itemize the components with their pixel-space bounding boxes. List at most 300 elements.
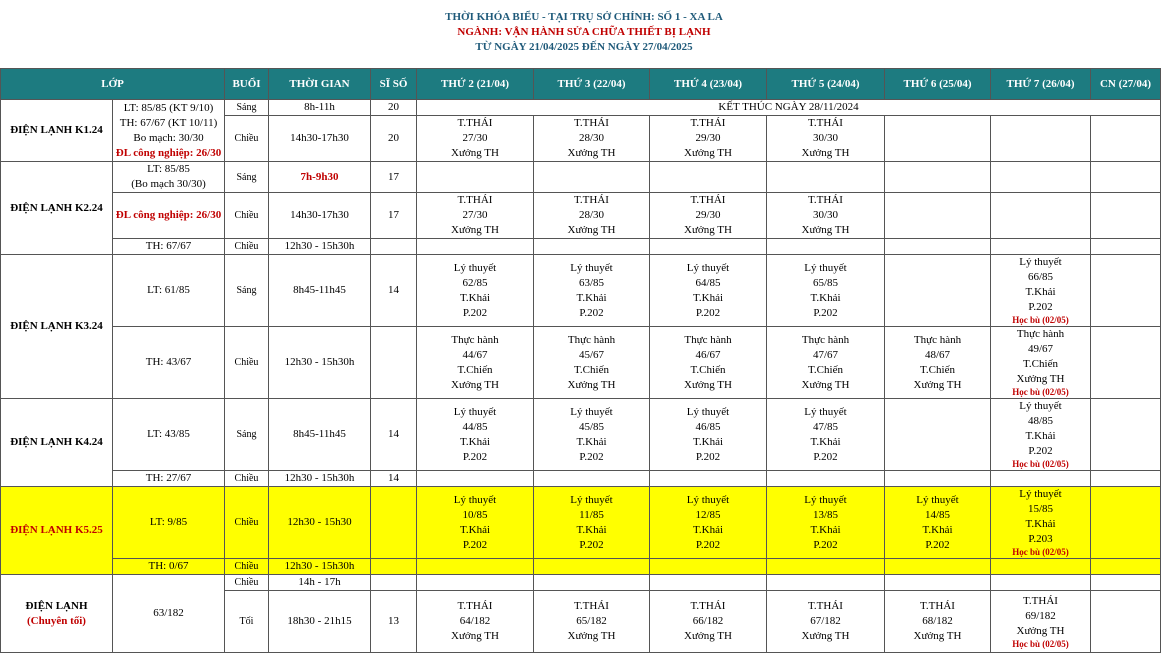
cell-line: T.Khải <box>810 523 841 536</box>
cell-line: Xưởng TH <box>801 630 850 642</box>
cell-line: 63/85 <box>578 276 605 289</box>
cell-line: P.202 <box>462 306 488 319</box>
k5-info-2: TH: 0/67 <box>113 559 225 575</box>
empty-cell <box>767 575 885 591</box>
col-lop: LỚP <box>1 69 225 100</box>
k3-siso-2 <box>371 327 417 399</box>
cell-line: Xưởng TH <box>684 630 732 642</box>
k2-info-3: ĐL công nghiệp: 26/30 <box>113 193 225 239</box>
k3-r2-t4 <box>650 327 767 399</box>
empty-cell <box>417 239 534 255</box>
makeup-note: Học bù (02/05) <box>1012 638 1069 649</box>
k3-r1-t4 <box>650 255 767 327</box>
k4-info-2: TH: 27/67 <box>113 471 225 487</box>
empty-cell <box>991 575 1091 591</box>
cell-line: 66/182 <box>692 615 724 627</box>
cell-line: Lý thuyết <box>570 493 613 506</box>
col-cn: CN (27/04) <box>1091 69 1161 100</box>
k2-buoi-1: Sáng <box>225 162 269 193</box>
k3-siso-1: 14 <box>371 255 417 327</box>
empty-cell <box>534 575 650 591</box>
class-k3-name: ĐIỆN LẠNH K3.24 <box>1 255 113 399</box>
k5-info-1: LT: 9/85 <box>113 487 225 559</box>
cell-line: 12/85 <box>695 508 721 521</box>
table-row <box>1 399 1161 471</box>
empty-cell <box>650 575 767 591</box>
cell-line: P.202 <box>462 450 488 463</box>
k2-cn <box>1091 193 1161 239</box>
ct-siso-2: 13 <box>371 591 417 653</box>
cell-line: Lý thuyết <box>453 405 497 418</box>
k4-siso-2: 14 <box>371 471 417 487</box>
cell-line: Xưởng TH <box>451 630 499 642</box>
cell-line: Lý thuyết <box>570 261 613 274</box>
ct-info: 63/182 <box>113 575 225 653</box>
cell-line: Xưởng TH <box>684 224 732 236</box>
k1-end-note: KẾT THÚC NGÀY 28/11/2024 <box>417 100 1161 116</box>
empty-cell <box>885 471 991 487</box>
cell-line: Lý thuyết <box>570 405 613 418</box>
k4-r1-t4 <box>650 399 767 471</box>
cell-line: T.Chiến <box>808 363 843 376</box>
cell-line: P.202 <box>813 306 838 319</box>
cell-line: T.THÁI <box>808 194 843 206</box>
cell-line: Lý thuyết <box>1019 400 1062 412</box>
cell-line: Xưởng TH <box>913 378 962 391</box>
k1-buoi-1: Sáng <box>225 100 269 116</box>
k2-info-1: LT: 85/85 <box>147 163 190 175</box>
cell-line: Xưởng TH <box>451 378 499 391</box>
cell-line: 65/182 <box>576 615 607 627</box>
k5-buoi-2: Chiều <box>225 559 269 575</box>
empty-cell <box>650 559 767 575</box>
k4-r1-t3 <box>534 399 650 471</box>
k1-time-2: 14h30-17h30 <box>269 116 371 162</box>
cell-line: Lý thuyết <box>804 261 847 274</box>
k3-info-1: LT: 61/85 <box>113 255 225 327</box>
cell-line: 44/85 <box>462 420 488 433</box>
cell-line: T.Khải <box>459 291 491 304</box>
k2-siso-2: 17 <box>371 193 417 239</box>
cell-line: P.203 <box>1028 533 1053 545</box>
cell-line: P.202 <box>1028 445 1053 457</box>
cell-line: T.THÁI <box>574 600 609 612</box>
cell-line: Xưởng TH <box>801 378 850 391</box>
cell-line: 14/85 <box>924 508 951 521</box>
k1-t7 <box>991 116 1091 162</box>
ct-name-1: ĐIỆN LẠNH <box>25 599 88 612</box>
header-row <box>1 69 1161 100</box>
empty-cell <box>417 471 534 487</box>
k4-buoi-1: Sáng <box>225 399 269 471</box>
k2-time-1: 7h-9h30 <box>269 162 371 193</box>
cell-line: P.202 <box>1028 301 1053 313</box>
k3-time-1: 8h45-11h45 <box>269 255 371 327</box>
cell-line: T.THÁI <box>1023 594 1058 607</box>
cell-line: 15/85 <box>1027 503 1054 515</box>
cell-line: Lý thuyết <box>686 493 730 506</box>
cell-line: 46/67 <box>695 348 721 361</box>
cell-line: 48/67 <box>924 348 951 361</box>
k2-r1-t4 <box>650 162 767 193</box>
cell-line: 48/85 <box>1027 415 1054 427</box>
empty-cell <box>767 239 885 255</box>
ct-buoi-2: Tối <box>225 591 269 653</box>
col-thu5: THỨ 5 (24/04) <box>767 69 885 100</box>
cell-line: 10/85 <box>462 508 488 521</box>
empty-cell <box>534 559 650 575</box>
k5-time-1: 12h30 - 15h30 <box>269 487 371 559</box>
cell-line: T.Khải <box>692 523 724 536</box>
empty-cell <box>991 239 1091 255</box>
cell-line: Xưởng TH <box>1016 624 1065 637</box>
cell-line: 46/85 <box>695 420 721 433</box>
k2-t4 <box>650 193 767 239</box>
k3-r1-t5 <box>767 255 885 327</box>
ct-t2 <box>417 591 534 653</box>
k3-r2-cn <box>1091 327 1161 399</box>
k2-time-2: 14h30-17h30 <box>269 193 371 239</box>
cell-line: T.THÁI <box>920 600 955 612</box>
title-line-1: THỜI KHÓA BIỂU - TẠI TRỤ SỞ CHÍNH: SỐ 1 - XA LA <box>445 11 723 23</box>
cell-line: Thực hành <box>567 333 616 346</box>
k4-info-1: LT: 43/85 <box>113 399 225 471</box>
cell-line: Thực hành <box>451 333 499 346</box>
cell-line: T.Khải <box>1025 518 1056 530</box>
ct-t5 <box>767 591 885 653</box>
cell-line: T.Khải <box>692 291 724 304</box>
k3-info-2: TH: 43/67 <box>113 327 225 399</box>
k2-r1-t3 <box>534 162 650 193</box>
cell-line: 30/30 <box>812 132 839 144</box>
cell-line: T.Khải <box>459 523 491 536</box>
empty-cell <box>1091 471 1161 487</box>
cell-line: Lý thuyết <box>1019 256 1062 268</box>
k1-t3 <box>534 116 650 162</box>
k4-r1-cn <box>1091 399 1161 471</box>
k2-info-a <box>113 162 225 193</box>
cell-line: 49/67 <box>1027 343 1054 355</box>
empty-cell <box>991 471 1091 487</box>
k5-siso-2 <box>371 559 417 575</box>
cell-line: 28/30 <box>578 132 605 144</box>
ct-name-2: (Chuyên tối) <box>27 614 86 627</box>
table-row <box>1 487 1161 559</box>
empty-cell <box>885 575 991 591</box>
cell-line: Xưởng TH <box>567 224 616 236</box>
empty-cell <box>1091 239 1161 255</box>
cell-line: 27/30 <box>462 209 488 221</box>
col-thu3: THỨ 3 (22/04) <box>534 69 650 100</box>
cell-line: T.Khải <box>922 523 953 536</box>
cell-line: T.THÁI <box>690 600 726 612</box>
k2-buoi-3: Chiều <box>225 239 269 255</box>
cell-line: Thực hành <box>1016 328 1065 340</box>
ct-time-1: 14h - 17h <box>269 575 371 591</box>
cell-line: Thực hành <box>801 333 850 346</box>
cell-line: T.Khải <box>576 291 607 304</box>
k3-r2-t6 <box>885 327 991 399</box>
cell-line: 64/85 <box>695 276 721 289</box>
k5-time-2: 12h30 - 15h30h <box>269 559 371 575</box>
k2-r1-t5 <box>767 162 885 193</box>
cell-line: 62/85 <box>462 276 488 289</box>
ct-buoi-1: Chiều <box>225 575 269 591</box>
cell-line: 27/30 <box>462 132 488 144</box>
empty-cell <box>417 559 534 575</box>
class-k4-name: ĐIỆN LẠNH K4.24 <box>1 399 113 487</box>
table-row <box>1 239 1161 255</box>
empty-cell <box>885 239 991 255</box>
class-k2-name: ĐIỆN LẠNH K2.24 <box>1 162 113 255</box>
k3-r1-cn <box>1091 255 1161 327</box>
k5-r1-cn <box>1091 487 1161 559</box>
cell-line: 45/85 <box>578 420 605 433</box>
k2-r1-cn <box>1091 162 1161 193</box>
cell-line: 64/182 <box>459 615 491 627</box>
cell-line: 45/67 <box>578 348 605 361</box>
k1-t6 <box>885 116 991 162</box>
cell-line: Xưởng TH <box>801 147 850 159</box>
k5-buoi-1: Chiều <box>225 487 269 559</box>
k1-t5 <box>767 116 885 162</box>
cell-line: T.Khải <box>576 523 607 536</box>
cell-line: P.202 <box>579 450 604 463</box>
k5-r1-t3 <box>534 487 650 559</box>
ct-t6 <box>885 591 991 653</box>
col-thu4: THỨ 4 (23/04) <box>650 69 767 100</box>
table-row <box>1 100 1161 116</box>
k1-info-2: TH: 67/67 (KT 10/11) <box>119 116 218 129</box>
cell-line: 29/30 <box>695 132 721 144</box>
table-row <box>1 193 1161 239</box>
cell-line: 30/30 <box>812 209 839 221</box>
cell-line: 47/85 <box>812 420 839 433</box>
k2-t5 <box>767 193 885 239</box>
cell-line: P.202 <box>813 450 838 463</box>
k1-cn <box>1091 116 1161 162</box>
col-thu6: THỨ 6 (25/04) <box>885 69 991 100</box>
cell-line: P.202 <box>695 450 721 463</box>
cell-line: 67/182 <box>810 615 841 627</box>
col-thoigian: THỜI GIAN <box>269 69 371 100</box>
table-row <box>1 559 1161 575</box>
k1-info-3: Bo mạch: 30/30 <box>133 131 204 144</box>
ct-t4 <box>650 591 767 653</box>
k4-r1-t7 <box>991 399 1091 471</box>
empty-cell <box>650 239 767 255</box>
empty-cell <box>1091 575 1161 591</box>
empty-cell <box>534 239 650 255</box>
table-row <box>1 162 1161 193</box>
cell-line: Xưởng TH <box>567 147 616 159</box>
cell-line: T.THÁI <box>457 117 493 129</box>
cell-line: T.Khải <box>810 435 841 448</box>
col-siso: SĨ SỐ <box>371 69 417 100</box>
k4-r1-t5 <box>767 399 885 471</box>
cell-line: P.202 <box>695 538 721 551</box>
cell-line: Thực hành <box>913 333 962 346</box>
cell-line: 13/85 <box>812 508 839 521</box>
table-row <box>1 327 1161 399</box>
k2-t3 <box>534 193 650 239</box>
class-ct-name <box>1 575 113 653</box>
k1-siso-2: 20 <box>371 116 417 162</box>
cell-line: P.202 <box>695 306 721 319</box>
k5-r1-t7 <box>991 487 1091 559</box>
cell-line: T.Chiến <box>574 363 609 376</box>
cell-line: T.THÁI <box>574 117 609 129</box>
k2-siso-1: 17 <box>371 162 417 193</box>
cell-line: P.202 <box>579 306 604 319</box>
empty-cell <box>991 559 1091 575</box>
cell-line: Xưởng TH <box>801 224 850 236</box>
cell-line: T.Chiến <box>920 363 955 376</box>
table-row <box>1 471 1161 487</box>
cell-line: T.THÁI <box>457 194 493 206</box>
ct-t3 <box>534 591 650 653</box>
k1-info-1: LT: 85/85 (KT 9/10) <box>123 101 214 114</box>
cell-line: 28/30 <box>578 209 605 221</box>
k1-buoi-2: Chiều <box>225 116 269 162</box>
k3-r2-t7 <box>991 327 1091 399</box>
ct-siso-1 <box>371 575 417 591</box>
ct-t7 <box>991 591 1091 653</box>
cell-line: T.Khải <box>459 435 491 448</box>
empty-cell <box>417 575 534 591</box>
col-buoi: BUỔI <box>225 69 269 100</box>
cell-line: Lý thuyết <box>804 405 847 418</box>
makeup-note: Học bù (02/05) <box>1012 315 1069 325</box>
k5-r1-t4 <box>650 487 767 559</box>
cell-line: Xưởng TH <box>567 378 616 391</box>
cell-line: T.Chiến <box>457 363 493 376</box>
empty-cell <box>650 471 767 487</box>
empty-cell <box>1091 559 1161 575</box>
empty-cell <box>534 471 650 487</box>
k4-time-2: 12h30 - 15h30h <box>269 471 371 487</box>
k2-siso-3 <box>371 239 417 255</box>
ct-cn <box>1091 591 1161 653</box>
k1-t2 <box>417 116 534 162</box>
cell-line: P.202 <box>925 538 950 551</box>
cell-line: T.Khải <box>692 435 724 448</box>
cell-line: Lý thuyết <box>686 405 730 418</box>
k3-buoi-1: Sáng <box>225 255 269 327</box>
k3-r2-t3 <box>534 327 650 399</box>
class-k5-name: ĐIỆN LẠNH K5.25 <box>1 487 113 575</box>
k3-r1-t3 <box>534 255 650 327</box>
makeup-note: Học bù (02/05) <box>1012 459 1069 469</box>
k5-siso-1 <box>371 487 417 559</box>
class-k1-name: ĐIỆN LẠNH K1.24 <box>1 100 113 162</box>
k3-buoi-2: Chiều <box>225 327 269 399</box>
col-thu2: THỨ 2 (21/04) <box>417 69 534 100</box>
empty-cell <box>767 559 885 575</box>
cell-line: T.THÁI <box>574 194 609 206</box>
cell-line: Xưởng TH <box>567 630 616 642</box>
cell-line: Lý thuyết <box>1019 488 1062 500</box>
k4-r1-t2 <box>417 399 534 471</box>
cell-line: 29/30 <box>695 209 721 221</box>
k3-time-2: 12h30 - 15h30h <box>269 327 371 399</box>
k2-r1-t6 <box>885 162 991 193</box>
k3-r2-t5 <box>767 327 885 399</box>
k1-info-4: ĐL công nghiệp: 26/30 <box>115 146 222 159</box>
table-row <box>1 575 1161 591</box>
k2-r1-t7 <box>991 162 1091 193</box>
cell-line: P.202 <box>579 538 604 551</box>
empty-cell <box>885 559 991 575</box>
cell-line: T.THÁI <box>690 194 726 206</box>
empty-cell <box>767 471 885 487</box>
k2-buoi-2: Chiều <box>225 193 269 239</box>
title-line-3: TỪ NGÀY 21/04/2025 ĐẾN NGÀY 27/04/2025 <box>475 41 693 53</box>
cell-line: P.202 <box>462 538 488 551</box>
cell-line: Xưởng TH <box>451 224 499 236</box>
k2-info-2: (Bo mạch 30/30) <box>131 178 206 190</box>
k3-r1-t7 <box>991 255 1091 327</box>
cell-line: Xưởng TH <box>1016 373 1065 385</box>
cell-line: 68/182 <box>922 615 953 627</box>
cell-line: Xưởng TH <box>913 630 962 642</box>
table-row <box>1 255 1161 327</box>
cell-line: 66/85 <box>1027 271 1054 283</box>
k1-time-1: 8h-11h <box>269 100 371 116</box>
k5-r1-t5 <box>767 487 885 559</box>
cell-line: T.THÁI <box>690 117 726 129</box>
cell-line: 47/67 <box>812 348 839 361</box>
k3-r1-t2 <box>417 255 534 327</box>
cell-line: Lý thuyết <box>804 493 847 506</box>
cell-line: 44/67 <box>462 348 488 361</box>
k4-r1-t6 <box>885 399 991 471</box>
makeup-note: Học bù (02/05) <box>1012 387 1069 397</box>
k5-r1-t6 <box>885 487 991 559</box>
cell-line: T.Khải <box>1025 430 1056 442</box>
cell-line: Lý thuyết <box>453 493 497 506</box>
cell-line: Lý thuyết <box>916 493 959 506</box>
cell-line: Lý thuyết <box>686 261 730 274</box>
cell-line: P.202 <box>813 538 838 551</box>
cell-line: T.Chiến <box>690 363 726 376</box>
timetable <box>0 68 1161 653</box>
cell-line: 11/85 <box>579 508 604 521</box>
k2-t6 <box>885 193 991 239</box>
k1-siso-1: 20 <box>371 100 417 116</box>
cell-line: T.Chiến <box>1023 358 1058 370</box>
k2-r1-t2 <box>417 162 534 193</box>
cell-line: T.Khải <box>576 435 607 448</box>
cell-line: Thực hành <box>684 333 732 346</box>
cell-line: 65/85 <box>812 276 839 289</box>
cell-line: T.Khải <box>1025 286 1056 298</box>
cell-line: T.THÁI <box>808 600 843 612</box>
k4-time-1: 8h45-11h45 <box>269 399 371 471</box>
k1-t4 <box>650 116 767 162</box>
cell-line: Xưởng TH <box>451 147 499 159</box>
ct-time-2: 18h30 - 21h15 <box>269 591 371 653</box>
cell-line: T.THÁI <box>808 117 843 129</box>
k3-r1-t6 <box>885 255 991 327</box>
k2-t2 <box>417 193 534 239</box>
cell-line: T.Khải <box>810 291 841 304</box>
k4-buoi-2: Chiều <box>225 471 269 487</box>
k5-r1-t2 <box>417 487 534 559</box>
cell-line: Xưởng TH <box>684 378 732 391</box>
cell-line: 69/182 <box>1025 609 1056 622</box>
class-k1-info <box>113 100 225 162</box>
